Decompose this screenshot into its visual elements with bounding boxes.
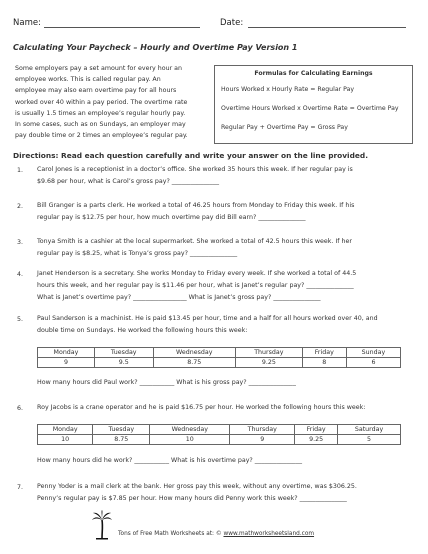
question-line: regular pay is $12.75 per hour, how much overtime pay did Bill earn? _______________	[37, 213, 306, 221]
table-cell: 8.75	[93, 435, 150, 445]
footer-text: Tons of Free Math Worksheets at: ©	[118, 531, 224, 537]
formula-line: Overtime Hours Worked x Overtime Rate = Overtime Pay	[221, 105, 399, 112]
table-cell: Wednesday	[150, 425, 230, 435]
question-5	[37, 313, 378, 337]
page-title: Calculating Your Paycheck – Hourly and Overtime Pay Version 1	[13, 43, 298, 52]
date-line[interactable]	[248, 27, 406, 28]
table-cell: Thursday	[236, 348, 303, 358]
question-line: hours this week, and her regular pay is $11.46 per hour, what is Janet’s regular pay? _______________	[37, 281, 354, 289]
table-cell: Sunday	[346, 348, 400, 358]
hours-table-roy	[37, 424, 401, 445]
name-label: Name:	[13, 18, 41, 28]
table-cell: Friday	[295, 425, 338, 435]
question-line: Paul Sanderson is a machinist. He is paid $13.45 per hour, time and a half for all hours worked over 40, and	[37, 315, 378, 322]
table-cell: Thursday	[230, 425, 295, 435]
table-row	[38, 425, 401, 435]
question-line: Roy Jacobs is a crane operator and he is paid $16.75 per hour. He worked the following hours this week:	[37, 404, 366, 411]
question-line: Penny Yoder is a mail clerk at the bank. Her gross pay this week, without any overtime, was $306.25.	[37, 483, 357, 490]
question-line: double time on Sundays. He worked the following hours this week:	[37, 326, 248, 334]
table-cell: Monday	[38, 348, 95, 358]
name-line[interactable]	[44, 27, 200, 28]
question-4	[37, 268, 356, 303]
question-line: Tonya Smith is a cashier at the local supermarket. She worked a total of 42.5 hours this week. If her	[37, 238, 352, 245]
question-line: Carol Jones is a receptionist in a doctor’s office. She worked 35 hours this week. If her regular pay is	[37, 166, 353, 173]
table-cell: 9.25	[295, 435, 338, 445]
question-number: 6.	[17, 405, 24, 412]
question-6	[37, 402, 365, 414]
question-line: $9.68 per hour, what is Carol’s gross pay? _______________	[37, 177, 220, 185]
question-line: Janet Henderson is a secretary. She works Monday to Friday every week. If she worked a total of 44.5	[37, 270, 357, 277]
table-cell: Wednesday	[153, 348, 235, 358]
table-cell: 9	[38, 358, 95, 368]
intro-line: In some cases, such as on Sundays, an employer may	[15, 121, 186, 129]
formula-line: Regular Pay + Overtime Pay = Gross Pay	[221, 124, 348, 131]
question-7	[37, 481, 357, 505]
table-cell: 6	[346, 358, 400, 368]
table-cell: Tuesday	[94, 348, 153, 358]
formula-line: Hours Worked x Hourly Rate = Regular Pay	[221, 86, 355, 93]
question-number: 7.	[17, 484, 24, 491]
table-row	[38, 358, 401, 368]
table-cell: 9.25	[236, 358, 303, 368]
table-row	[38, 435, 401, 445]
question-line: Bill Granger is a parts clerk. He worked a total of 46.25 hours from Monday to Friday this week. If his	[37, 202, 355, 209]
table-cell: 8.75	[153, 358, 235, 368]
question-line: Penny’s regular pay is $7.85 per hour. How many hours did Penny work this week? _______________	[37, 494, 347, 502]
table-cell: 10	[38, 435, 93, 445]
table-cell: Tuesday	[93, 425, 150, 435]
hours-table-paul	[37, 347, 401, 368]
intro-line: Some employers pay a set amount for every hour an	[15, 65, 183, 72]
intro-line: worked over 40 within a pay period. The overtime rate	[15, 98, 188, 106]
question-line: regular pay is $8.25, what is Tonya’s gross pay? _______________	[37, 249, 238, 257]
question-5-followup: How many hours did Paul work? ___________ What is his gross pay? _______________	[37, 379, 296, 386]
intro-line: employee works. This is called regular pay. An	[15, 76, 161, 84]
question-number: 4.	[17, 271, 24, 278]
footer-link[interactable]: www.mathworksheetsland.com	[223, 531, 315, 537]
question-number: 5.	[17, 316, 24, 323]
question-6-followup: How many hours did he work? ___________ What is his overtime pay? _______________	[37, 457, 303, 464]
table-cell: Friday	[302, 348, 346, 358]
date-label: Date:	[220, 18, 244, 28]
table-cell: 5	[338, 435, 401, 445]
footer	[118, 531, 314, 537]
question-number: 2.	[17, 203, 24, 210]
question-1	[37, 164, 353, 188]
table-cell: 9.5	[94, 358, 153, 368]
question-number: 3.	[17, 239, 24, 246]
table-cell: 9	[230, 435, 295, 445]
table-row	[38, 348, 401, 358]
table-cell: 10	[150, 435, 230, 445]
formulas-title: Formulas for Calculating Earnings	[254, 70, 373, 77]
question-3	[37, 236, 352, 260]
table-cell: Saturday	[338, 425, 401, 435]
intro-line: employee may also earn overtime pay for all hours	[15, 87, 177, 95]
intro-line: pay double time or 2 times an employee’s regular pay.	[15, 132, 188, 140]
palm-tree-icon	[92, 510, 112, 540]
table-cell: Monday	[38, 425, 93, 435]
intro-paragraph	[15, 63, 215, 141]
question-line: What is Janet’s overtime pay? _________________ What is Janet’s gross pay? _______________	[37, 293, 321, 301]
intro-line: is usually 1.5 times an employee’s regular hourly pay.	[15, 109, 186, 117]
directions: Directions: Read each question carefully and write your answer on the line provided.	[13, 151, 368, 160]
question-2	[37, 200, 354, 224]
table-cell: 8	[302, 358, 346, 368]
question-number: 1.	[17, 167, 24, 174]
formulas-box	[214, 65, 413, 144]
